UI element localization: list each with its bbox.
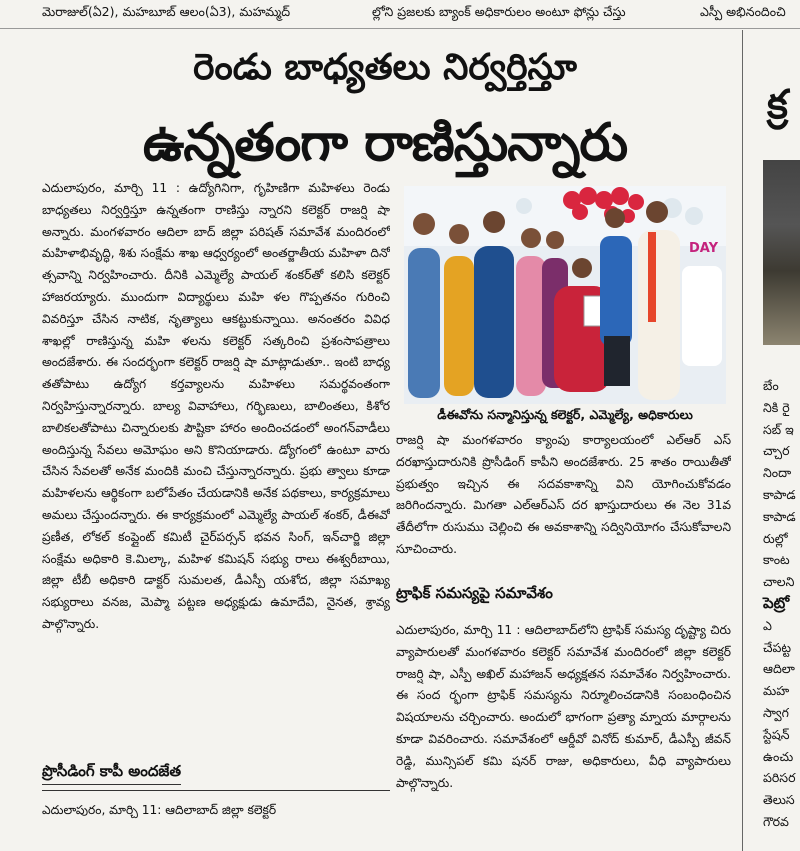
adjacent-headline: క్ర <box>767 82 788 128</box>
article-body-women-day: ఎదులాపురం, మార్చి 11 : ఉద్యోగినిగా, గృహిణిగా మహిళలు రెండు బాధ్యతలు నిర్వర్తిస్తూ ఉన్నతంగా రాణిస్తు న్నారని కలెక్టర్‌ రాజర్షి షా అన్నారు. మంగళవారం ఆదిలా బాద్‌ జిల్లా పరిషత్‌ సమావేశ మందిరంలో మహిళాభివృద్ధి, శిశు సంక్షేమ శాఖ ఆధ్వర్యంలో అంతర్జాతీయ మహిళా దినో త్సవాన్ని నిర్వహించారు. దీనికి ఎమ్మెల్యే పాయల్‌ శంకర్‌తో కలిసి కలెక్టర్‌ హాజరయ్యారు. ముందుగా విద్యార్థులు మహి ళల గొప్పతనం గురించి వివరిస్తూ చేసిన నాటిక, నృత్యాలు ఆకట్టుకున్నాయి. అనంతరం వివిధ శాఖల్లో రాణిస్తున్న మహి ళలను కలెక్టర్‌ సత్కరించి ప్రశంసాపత్రాలు అందజేశారు. ఈ సందర్భంగా కలెక్టర్‌ రాజర్షి షా మాట్లాడుతూ.. ఇంటి బాధ్య తతోపాటు ఉద్యోగ కర్తవ్యాలను మహిళలు సమర్థవంతంగా నిర్వహిస్తున్నారన్నారు. బాల్య వివాహాలు, గర్భిణులు, బాలింతలు, కిశోర బాలికలతోపాటు చిన్నారులకు పౌష్టికా హారం అందించడంలో అంగన్‌వాడీలు అందిస్తున్న సేవలు అమోఘం అని కొనియాడారు. డ్యోగంలో ఉంటూ వారు చేసిన సేవలతో అనేక మందికి మంచి చేస్తున్నారన్నారు. ప్రభు త్వాలు కూడా మహిళలను ఆర్థికంగా బలోపేతం చేయడానికి అనేక పథకాలు, కార్యక్రమాలు అమలు చేస్తుందన్నారు. ఈ కార్యక్రమంలో ఎమ్మెల్యే పాయల్‌ శంకర్‌, డీఈవో ప్రణీత, లోకల్‌ కంప్లైంట్‌ కమిటీ చైర్‌పర్సన్‌ భవన సింగ్‌, ఇన్‌చార్జి జిల్లా సంక్షేమ అధికారి కె.మిల్కా, మహిళ కమిషన్‌ సభ్యు రాలు ఈశ్వరీబాయి, జిల్లా టీబీ అధికారి డాక్టర్‌ సుమలత, డీఎస్పీ యశోద, జిల్లా సమాఖ్య సభ్యురాలు వనజ, మెప్మా పట్టణ అధ్యక్షుడు ఉమాదేవి, నైనత, శ్రావ్య పాల్గొన్నారు. <box>42 181 390 631</box>
adjacent-text <box>763 375 800 833</box>
adjacent-line: బేం <box>763 378 779 393</box>
top-strip-text-3: ఎస్పీ అభినందించి <box>700 4 786 19</box>
adjacent-line: సబ్‌ ఇ <box>763 421 794 437</box>
column-divider <box>742 30 743 851</box>
adjacent-line: ఆదిలా <box>763 661 795 677</box>
svg-text:DAY: DAY <box>689 241 719 256</box>
adjacent-line: కాపాడ <box>763 508 796 524</box>
adjacent-line: మహ <box>763 683 790 699</box>
article-body-lrs: రాజర్షి షా మంగళవారం క్యాంపు కార్యాలయంలో ఎల్‌ఆర్‌ ఎస్‌ దరఖాస్తుదారునికి ప్రొసీడింగ్‌ కాపీని అందజేశారు. 25 శాతం రాయితీతో ప్రభుత్వం ఇచ్చిన ఈ సదవకాశాన్ని విని యోగించుకోవడం జరిగిందన్నారు. మిగతా ఎల్‌ఆర్‌ఎస్‌ దర ఖాస్తుదారులు ఈ నెల 31వ తేదీలోగా రుసుము చెల్లించి ఈ అవకాశాన్ని సద్వినియోగం చేసుకోవాలని సూచించారు. <box>396 433 731 556</box>
headline-line-2: ఉన్నతంగా రాణిస్తున్నారు <box>142 113 628 173</box>
photo-illustration <box>404 186 726 404</box>
subhead-proceeding: ప్రొసీడింగ్‌ కాపీ అందజేత <box>42 760 181 785</box>
adjacent-line: నికి రై <box>763 399 790 415</box>
adjacent-photo <box>763 160 800 345</box>
news-photo <box>404 186 726 404</box>
top-strip-text-1: మెరాజుల్‌(ఏ2), మహబూబ్‌ ఆలం(ఏ3), మహమ్మద్‌ <box>42 4 291 19</box>
adjacent-line: తెలుస <box>763 792 795 808</box>
adjacent-column <box>745 30 800 851</box>
adjacent-line: గౌరవ <box>763 813 789 829</box>
article-body-proceeding: ఎదులాపురం, మార్చి 11: ఆదిలాబాద్‌ జిల్లా కలెక్టర్‌ <box>42 803 277 817</box>
top-strip-text-2: ల్లోని ప్రజలకు బ్యాంక్‌ అధికారులం అంటూ ఫోన్లు చేస్తు <box>372 4 626 19</box>
adjacent-line: స్టేషన్‌ <box>763 726 790 742</box>
headline-line-1: రెండు బాధ్యతలు నిర్వర్తిస్తూ <box>193 47 577 88</box>
photo-caption: డీఈవోను సన్మానిస్తున్న కలెక్టర్‌, ఎమ్మెల్యే, అధికారులు <box>437 407 693 422</box>
subhead-traffic: ట్రాఫిక్‌ సమస్యపై సమావేశం <box>396 584 553 602</box>
adjacent-line: ఉంచు <box>763 748 794 764</box>
article-body-traffic: ఎదులాపురం, మార్చి 11 : ఆదిలాబాద్‌లోని ట్రాఫిక్‌ సమస్య దృష్ట్యా చిరు వ్యాపారులతో మంగళవారం కలెక్టర్‌ సమావేశ మందిరంలో జిల్లా కలెక్టర్‌ రాజర్షి షా, ఎస్పీ అఖిల్‌ మహాజన్‌ అధ్యక్షతన సమావేశం నిర్వహించారు. ఈ సంద ర్భంగా ట్రాఫిక్‌ సమస్యను నిర్మూలించడానికి సంబంధించిన విషయాలను చర్చించారు. అందులో భాగంగా ప్రత్యా మ్నాయ మార్గాలను కూడా వివరించారు. సమావేశంలో ఆర్డీవో వినోద్‌ కుమార్‌, డీఎస్పీ జీవన్‌ రెడ్డి, మున్సిపల్‌ కమి షనర్‌ రాజు, అధికారులు, వీధి వ్యాపారులు పాల్గొన్నారు. <box>396 623 731 790</box>
adjacent-line: కాపాడ <box>763 486 796 502</box>
adjacent-line: స్వాగ <box>763 704 789 720</box>
adjacent-line: చాలని <box>763 574 795 590</box>
top-strip <box>0 0 800 29</box>
adjacent-line: పరిసర <box>763 770 796 786</box>
adjacent-line: కాంట <box>763 552 790 568</box>
section-divider <box>42 790 390 791</box>
adjacent-line: నిందా <box>763 465 792 481</box>
adjacent-subhead: పెట్రో <box>763 593 790 612</box>
adjacent-line: చ్చార <box>763 443 790 459</box>
adjacent-line: రుల్లో <box>763 530 788 546</box>
adjacent-line: ఎ <box>763 617 772 633</box>
adjacent-line: చేపట్ట <box>763 639 792 655</box>
